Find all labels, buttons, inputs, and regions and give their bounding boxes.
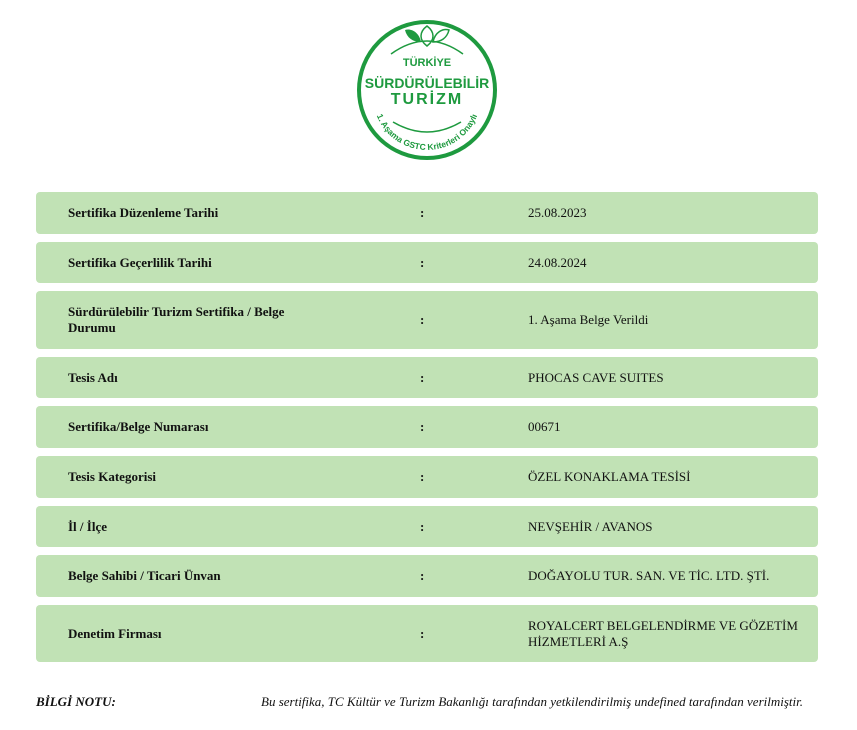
row-label: Sürdürülebilir Turizm Sertifika / Belge Durumu — [68, 304, 285, 335]
row-colon: : — [420, 625, 425, 641]
table-row — [36, 555, 818, 597]
table-row — [36, 456, 818, 498]
table-row — [36, 506, 818, 547]
logo-sub-text: TURİZM — [390, 91, 464, 108]
row-colon: : — [420, 312, 425, 327]
table-row — [36, 242, 818, 283]
logo-arc-text: 1. Aşama GSTC Kriterleri Onaylı — [374, 112, 480, 153]
row-value: 25.08.2023 — [528, 205, 587, 220]
row-value: DOĞAYOLU TUR. SAN. VE TİC. LTD. ŞTİ. — [528, 568, 770, 583]
row-label: Denetim Firması — [68, 625, 162, 641]
row-colon: : — [420, 205, 425, 220]
row-colon: : — [420, 419, 425, 434]
row-label: Tesis Kategorisi — [68, 469, 156, 484]
logo-top-text: TÜRKİYE — [402, 57, 452, 69]
row-label: Belge Sahibi / Ticari Ünvan — [68, 568, 221, 583]
row-colon: : — [420, 369, 425, 385]
row-colon: : — [420, 518, 425, 534]
row-value: 1. Aşama Belge Verildi — [528, 312, 649, 327]
row-value: 00671 — [528, 419, 561, 434]
row-value: ROYALCERT BELGELENDİRME VE GÖZETİM HİZMETLERİ A.Ş — [528, 617, 798, 649]
row-label: Tesis Adı — [68, 369, 118, 385]
table-row — [36, 605, 818, 662]
certificate-info-table — [36, 192, 818, 670]
row-label: Sertifika/Belge Numarası — [68, 419, 209, 434]
row-value: ÖZEL KONAKLAMA TESİSİ — [528, 469, 691, 484]
row-colon: : — [420, 469, 425, 484]
row-value: PHOCAS CAVE SUITES — [528, 369, 664, 385]
sustainable-tourism-logo — [355, 18, 499, 162]
table-row — [36, 357, 818, 398]
row-colon: : — [420, 568, 425, 583]
info-note-label: BİLGİ NOTU: — [36, 694, 116, 709]
table-row — [36, 406, 818, 448]
table-row — [36, 192, 818, 234]
row-label: İl / İlçe — [68, 518, 107, 534]
row-label: Sertifika Düzenleme Tarihi — [68, 205, 219, 220]
row-colon: : — [420, 254, 425, 270]
row-value: NEVŞEHİR / AVANOS — [528, 518, 653, 534]
table-row — [36, 291, 818, 349]
logo-main-text: SÜRDÜRÜLEBİLİR — [364, 75, 490, 91]
row-label: Sertifika Geçerlilik Tarihi — [68, 254, 212, 270]
info-note-text: Bu sertifika, TC Kültür ve Turizm Bakanlığı tarafından yetkilendirilmiş undefined tarafından verilmiştir. — [261, 694, 804, 709]
row-value: 24.08.2024 — [528, 254, 587, 270]
